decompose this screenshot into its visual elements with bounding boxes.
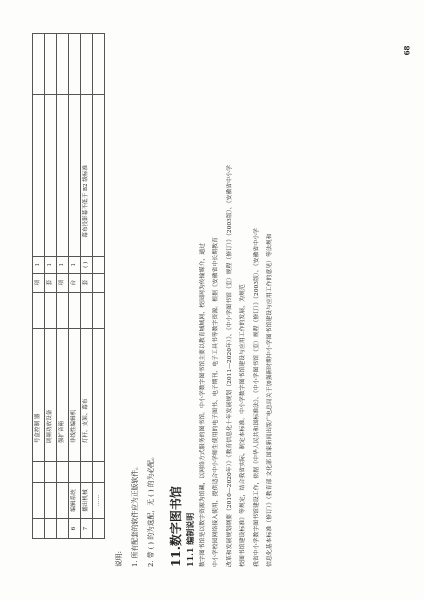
table-cell: [57, 462, 69, 483]
table-cell: 项: [33, 273, 45, 292]
table-cell: 1: [33, 256, 45, 273]
table-cell: [57, 95, 69, 257]
table-cell: [33, 462, 45, 483]
table-cell: 非线性编辑机: [69, 328, 81, 462]
table-row: [45, 34, 57, 539]
section-subtitle: 11.1 编制说明: [185, 512, 195, 567]
section-title: 11.数字图书馆: [169, 486, 183, 567]
section-body: [197, 33, 277, 567]
table-cell: 1: [45, 256, 57, 273]
note-item: 1. 所有配套的软件应为正版软件。: [131, 463, 139, 567]
table-cell: [93, 256, 105, 273]
table-row: [93, 34, 105, 539]
table-row: [69, 34, 81, 539]
table-cell: ( ): [81, 256, 93, 273]
table-cell: 套: [81, 273, 93, 292]
table-cell: [45, 482, 57, 518]
table-cell: [93, 519, 105, 539]
table-cell: [69, 95, 81, 257]
table-row: [81, 34, 93, 539]
paragraph-line: 中小学校园网络接入使用，提供适合中小学师生使用的电子图书、电子期刊、电子工具书等数字资源。根据《安徽省中长期教育: [213, 237, 220, 567]
table-cell: [45, 519, 57, 539]
table-cell: [33, 519, 45, 539]
table-cell: [57, 519, 69, 539]
table-cell: [93, 273, 105, 292]
table-cell: 灯杆、支架、幕布: [81, 328, 93, 462]
table-cell: 幕布投影幕不低于 B2 级标准: [81, 95, 93, 257]
table-cell: 1: [69, 256, 81, 273]
table-cell: [81, 34, 93, 95]
paragraph-line: 信息化基本标准（修订）》（教育部 文化部 国家新闻出版广电总局关于加强新时期中小学图书馆建设与应用工作的意见）等法规和: [267, 233, 274, 567]
table-cell: [93, 462, 105, 483]
paragraph-line: 改革和发展规划纲要（2010—2020年）》《教育信息化十年发展规划（2011—2020年）》、《中小学图书馆（室）规程（修订）》（2003版）、《安徽省中小学: [226, 165, 233, 567]
page-body: [32, 33, 392, 567]
table-cell: [81, 292, 93, 328]
table-cell: [93, 34, 105, 95]
table-cell: [93, 95, 105, 257]
paragraph-line: 校图书馆建设标准》等规定，结合我省实际，制定本标准。中小学数字图书馆建设与应用工作的发展，为规范: [240, 284, 247, 567]
table-cell: [93, 292, 105, 328]
table-cell: [69, 292, 81, 328]
notes-heading: 说明:: [115, 551, 123, 567]
table-row: [57, 34, 69, 539]
table-cell: [57, 34, 69, 95]
table-cell: [57, 482, 69, 518]
table-cell: [33, 482, 45, 518]
table-cell: ……: [93, 482, 105, 518]
table-cell: 播出机械: [81, 482, 93, 518]
table-cell: 项: [57, 273, 69, 292]
table-cell: [33, 34, 45, 95]
table-cell: 7: [81, 519, 93, 539]
table-cell: [69, 462, 81, 483]
paragraph-line: 我省中小学数字图书馆建设工作，依据《中华人民共和国标准法》、《中小学图书馆（室）规程（修订）》（2003版）、《安徽省中小学: [253, 228, 260, 567]
table-cell: [45, 95, 57, 257]
table-cell: [93, 328, 105, 462]
table-cell: [33, 95, 45, 257]
table-cell: [57, 292, 69, 328]
table-cell: 台: [69, 273, 81, 292]
notes: [111, 33, 159, 567]
table-cell: [45, 34, 57, 95]
table-cell: [45, 292, 57, 328]
table-cell: 1: [57, 256, 69, 273]
table-cell: [33, 292, 45, 328]
equipment-table: [32, 33, 105, 539]
table-row: [33, 34, 45, 539]
table-cell: 套: [45, 273, 57, 292]
table-cell: [69, 34, 81, 95]
paragraph-line: 数字图书馆是以数字资源为馆藏，以网络方式服务的图书馆。中小学数字图书馆主要以教育城域网、校园网为传输媒介，通过: [200, 243, 206, 567]
table-cell: 强扩音箱: [57, 328, 69, 462]
table-cell: 编辑系统: [69, 482, 81, 518]
table-cell: [45, 462, 57, 483]
table-cell: [81, 462, 93, 483]
note-item: 2. 带 ( ) 的为选配，无 ( ) 的为必配。: [147, 453, 155, 567]
table-cell: 6: [69, 519, 81, 539]
table-cell: 调频功放设备: [45, 328, 57, 462]
page-number: 68: [402, 45, 412, 56]
table-cell: 号盒控制 器: [33, 328, 45, 462]
